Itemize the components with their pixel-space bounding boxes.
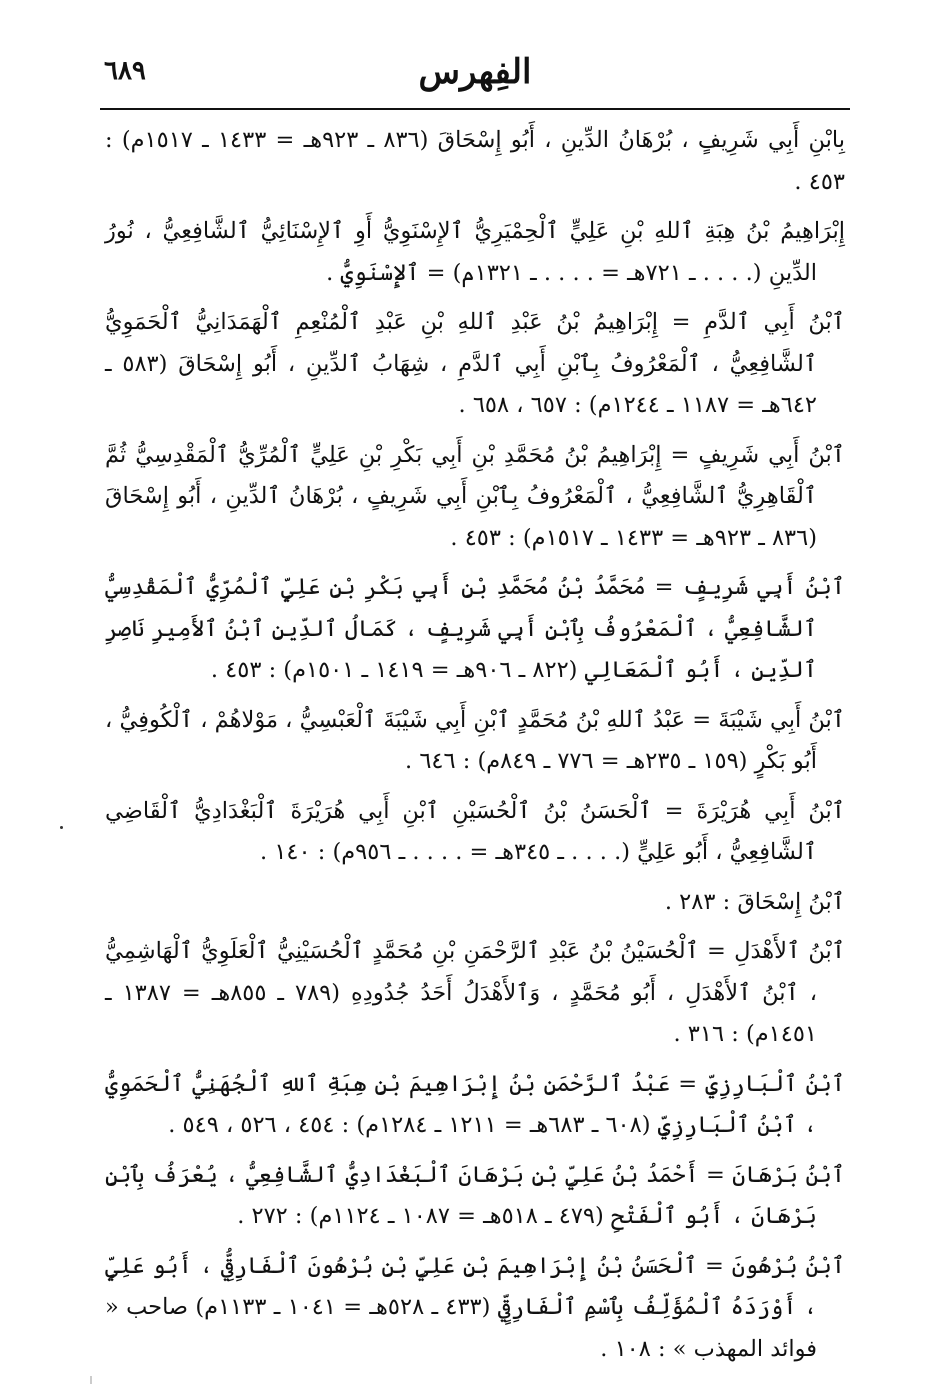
- running-title: الفِهرس: [418, 52, 532, 92]
- index-entry: ٱبْنُ إِسْحَاقَ : ٢٨٣ .: [664, 888, 845, 915]
- index-entry: ٱبْنُ أَبِي ٱلدَّمِ = إِبْرَاهِيمُ بْنُ عَبْدِ ٱللهِ بْنِ عَبْدِ ٱلْمُنْعِمِ ٱلْهَمَدَانِيُّ ٱلْحَمَوِيُّ ٱلشَّافِعِيُّ ، ٱلْمَعْرُوفُ بِٱبْنِ أَبِي ٱلدَّمِ ، شِهَابُ ٱلدِّينِ ، أَبُو إِسْحَاقَ (٥٨٣ ـ ٦٤٢هـ = ١١٨٧ ـ ١٢٤٤م) : ٦٥٧ ، ٦٥٨ .: [105, 309, 845, 418]
- index-entry: ٱبْنُ ٱلْبَارِزِيِّ = عَبْدُ ٱلرَّحْمَنِ بْنُ إِبْرَاهِيمَ بْنِ هِبَةِ ٱللهِ ٱلْجُهَنِيُّ ٱلْحَمَوِيُّ ، ٱبْنُ ٱلْبَارِزِيِّ (٦٠٨ ـ ٦٨٣هـ = ١٢١١ ـ ١٢٨٤م) : ٤٥٤ ، ٥٢٦ ، ٥٤٩ .: [105, 1070, 845, 1138]
- index-entry: ٱبْنُ بَرْهَانَ = أَحْمَدُ بْنُ عَلِيِّ بْنِ بَرْهَانَ ٱلْبَغْدَادِيُّ ٱلشَّافِعِيُّ ، يُعْرَفُ بِٱبْنِ بَرْهَانَ ، أَبُو ٱلْفَتْحِ (٤٧٩ ـ ٥١٨هـ = ١٠٨٧ ـ ١١٢٤م) : ٢٧٢ .: [105, 1161, 845, 1229]
- index-entry: ٱبْنُ أَبِي شَرِيفٍ = مُحَمَّدُ بْنُ مُحَمَّدِ بْنِ أَبِي بَكْرِ بْنِ عَلِيٍّ ٱلْمُرِّيُّ ٱلْمَقْدِسِيُّ ٱلشَّافِعِيُّ ، ٱلْمَعْرُوفُ بِٱبْنِ أَبِي شَرِيفٍ ، كَمَالُ ٱلدِّينِ ٱبْنُ ٱلأَمِيرِ نَاصِرِ ٱلدِّينِ ، أَبُو ٱلْمَعَالِي (٨٢٢ ـ ٩٠٦هـ = ١٤١٩ ـ ١٥٠١م) : ٤٥٣ .: [105, 574, 845, 683]
- index-entry: ٱبْنُ أَبِي شَرِيفٍ = إِبْرَاهِيمُ بْنُ مُحَمَّدِ بْنِ أَبِي بَكْرِ بْنِ عَلِيٍّ ٱلْمُرِّيُّ ٱلْمَقْدِسِيُّ ثُمَّ ٱلْقَاهِرِيُّ ٱلشَّافِعِيُّ ، ٱلْمَعْرُوفُ بِٱبْنِ أَبِي شَرِيفٍ ، بُرْهَانُ ٱلدِّينِ ، أَبُو إِسْحَاقَ (٨٣٦ ـ ٩٢٣هـ = ١٤٣٣ ـ ١٥١٧م) : ٤٥٣ .: [105, 441, 845, 551]
- index-entry: ٱبْنُ ٱلأَهْدَلِ = ٱلْحُسَيْنُ بْنُ عَبْدِ ٱلرَّحْمَنِ بْنِ مُحَمَّدٍ ٱلْحُسَيْنِيُّ ٱلْعَلَوِيُّ ٱلْهَاشِمِيُّ ، ٱبْنُ ٱلأَهْدَلِ ، أَبُو مُحَمَّدٍ ، وَٱلأَهْدَلُ أَحَدُ جُدُودِهِ (٧٨٩ ـ ٨٥٥هـ = ١٣٨٧ ـ ١٤٥١م) : ٣١٦ .: [105, 938, 845, 1047]
- index-entry: بِابْنِ أَبِي شَرِيفٍ ، بُرْهَانُ الدِّينِ ، أَبُو إِسْحَاقَ (٨٣٦ ـ ٩٢٣هـ = ١٤٣٣ ـ ١٥١٧م) : ٤٥٣ .: [105, 127, 845, 195]
- index-entries: [105, 120, 845, 1378]
- page-number: ٦٨٩: [104, 56, 146, 86]
- index-entry: إِبْرَاهِيمُ بْنُ هِبَةِ ٱللهِ بْنِ عَلِيٍّ ٱلْحِمْيَرِيُّ ٱلإِسْنَوِيُّ أَوِ ٱلإِسْنَائِيُّ ٱلشَّافِعِيُّ ، نُورُ الدِّينِ (. . . . ـ ٧٢١هـ = . . . . ـ ١٣٢١م) = ٱلإِسْنَوِيُّ .: [105, 218, 845, 286]
- header-rule: [100, 108, 850, 110]
- index-entry: ٱبْنُ بُرْهُونَ = ٱلْحَسَنُ بْنُ إِبْرَاهِيمَ بْنِ عَلِيِّ بْنِ بُرْهُونَ ٱلْفَارِقِيُّ ، أَبُو عَلِيٍّ ، أَوْرَدَهُ ٱلْمُؤَلِّفُ بِٱسْمِ ٱلْفَارِقِيِّ (٤٣٣ ـ ٥٢٨هـ = ١٠٤١ ـ ١١٣٣م) صاحب « فوائد المهذب » : ١٠٨ .: [105, 1252, 845, 1362]
- ink-speck: [60, 826, 63, 829]
- index-entry: ٱبْنُ أَبِي هُرَيْرَةَ = ٱلْحَسَنُ بْنُ ٱلْحُسَيْنِ ٱبْنِ أَبِي هُرَيْرَةَ ٱلْبَغْدَادِيُّ ٱلْقَاضِي ٱلشَّافِعِيُّ ، أَبُو عَلِيٍّ (. . . . ـ ٣٤٥هـ = . . . . ـ ٩٥٦م) : ١٤٠ .: [105, 797, 845, 865]
- index-entry: ٱبْنُ أَبِي شَيْبَةَ = عَبْدُ ٱللهِ بْنُ مُحَمَّدٍ ٱبْنِ أَبِي شَيْبَةَ ٱلْعَبْسِيُّ ، مَوْلاهُمْ ، ٱلْكُوفِيُّ ، أَبُو بَكْرٍ (١٥٩ ـ ٢٣٥هـ = ٧٧٦ ـ ٨٤٩م) : ٦٤٦ .: [105, 706, 845, 774]
- page-header: [100, 50, 850, 106]
- scan-mark: [90, 1376, 92, 1384]
